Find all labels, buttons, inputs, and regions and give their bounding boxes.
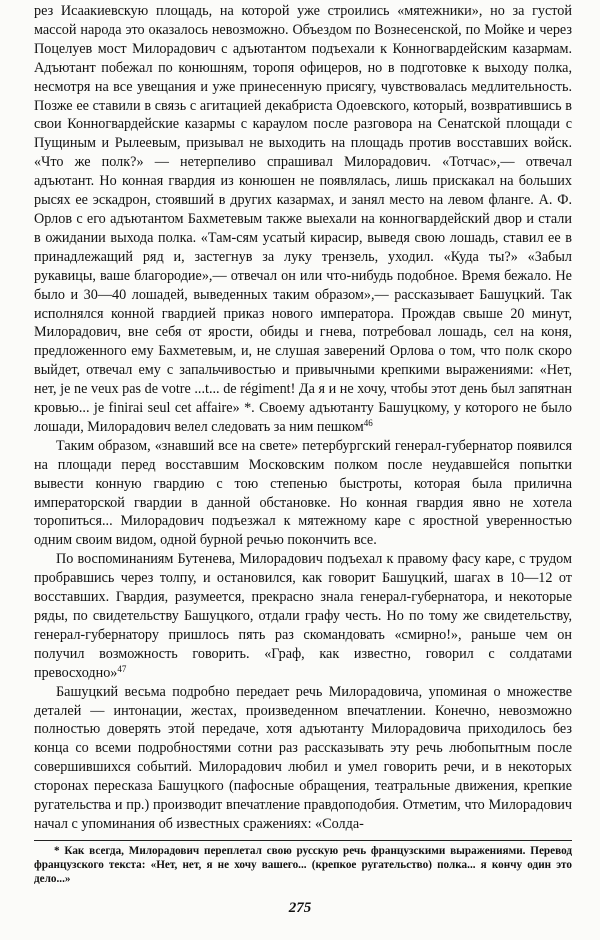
footnote-divider [34, 840, 572, 841]
paragraph-2: Таким образом, «знавший все на свете» петербургский генерал-губернатор появился на площади перед восставшим Московским полком после неудавшейся попытки вывести конную гвардию с тою степенью быстроты, которая была прилична императорской гвардии в данной обстановке. Но конная гвардия явно не хотела торопиться... Милорадович подъезжал к мятежному каре с яростной уверенностью одним своим видом, одной бурной речью покончить все. [34, 437, 572, 549]
footnote: * Как всегда, Милорадович переплетал свою русскую речь французскими выражениями. Перевод французского текста: «Нет, нет, я не хочу вашего... (крепкое ругательство) полка... я кончу один это дело...» [34, 845, 572, 885]
note-ref-47: 47 [117, 663, 127, 674]
page-number: 275 [288, 900, 312, 916]
paragraph-1: рез Исаакиевскую площадь, на которой уже строились «мятежники», но за густой массой народа это оказалось невозможно. Объездом по Вознесенской, по Мойке и через Поцелуев мост Милорадович с адъютантом подъехали к Конногвардейским казармам. Адъютант побежал по конюшням, торопя офицеров, но в подготовке к выходу полка, несмотря на все увещания и уже принесенную присягу, чувствовалась медлительность. Позже ее ставили в связь с агитацией декабриста Одоевского, который, возвратившись в свои Конногвардейские казармы с караулом после разговора на Сенатской площади с Пущиным и Рылеевым, призывал не выходить на площадь против восставших войск. «Что же полк?» — нетерпеливо спрашивал Милорадович. «Тотчас»,— отвечал адъютант. Но конная гвардия из конюшен не появлялась, лишь прискакал на больших рысях ее эскадрон, стоявший в других казармах, и занял место на левом фланге. А. Ф. Орлов с его адъютантом Бахметевым также выехали на конногвардейский двор и стали в ожидании выхода полка. «Там-сям усатый кирасир, выведя свою лошадь, ставил ее в принадлежащий ряд и, застегнув за луку трензель, уходил. «Куда ты?» «Забыл рукавицы, ваше благородие»,— отвечал он или что-нибудь подобное. Время бежало. Не было и 30—40 лошадей, выведенных таким образом»,— рассказывает Башуцкий. Так исполнялся конной гвардией приказ нового императора. Прождав свыше 20 минут, Милорадович, вне себя от ярости, обиды и гнева, потребовал лошадь, сел на коня, предложенного ему Бахметевым, и, не слушая заверений Орлова о том, что полк скоро выйдет, отвечал ему с запальчивостью и привычными крепкими выражениями: «Нет, нет, je ne veux pas de votre ...t... de régiment! Да я и не хочу, чтобы этот день был запятнан кровью... je finirai seul cet affaire» *. Своему адъютанту Башуцкому, у которого не было лошади, Милорадович велел следовать за ним пешком$^{46}$ [34, 3, 572, 435]
paragraph-4: Башуцкий весьма подробно передает речь Милорадовича, упоминая о множестве деталей — интонации, жестах, произведенном впечатлении. Конечно, невозможно полностью доверять этой передаче, хотя адъютанту Милорадовича приходилось без конца со всеми подробностями сотни раз рассказывать эту речь любопытным после совершившихся событий. Милорадович любил и умел говорить речи, и в некоторых сторонах пересказа Башуцкого (пафосные обращения, театральные движения, крепкие ругательства и пр.) производит впечатление правдоподобия. Отметим, что Милорадович начал с упоминания об известных сражениях: «Солда- [34, 683, 572, 832]
main-text [34, 2, 572, 834]
note-ref-46: 46 [363, 417, 373, 428]
paragraph-3: По воспоминаниям Бутенева, Милорадович подъехал к правому фасу каре, с трудом пробравшись через толпу, и остановился, как говорит Башуцкий, шагах в 10—12 от восставших. Гвардия, разумеется, прекрасно знала генерал-губернатора, и некоторые ряды, по свидетельству Башуцкого, отдали графу честь. Но по тому же свидетельству, генерал-губернатору пришлось пять раз скомандовать «смирно!», раньше чем он получил возможность говорить. «Граф, как известно, говорил с солдатами превосходно»$^{47}$ [34, 551, 572, 681]
